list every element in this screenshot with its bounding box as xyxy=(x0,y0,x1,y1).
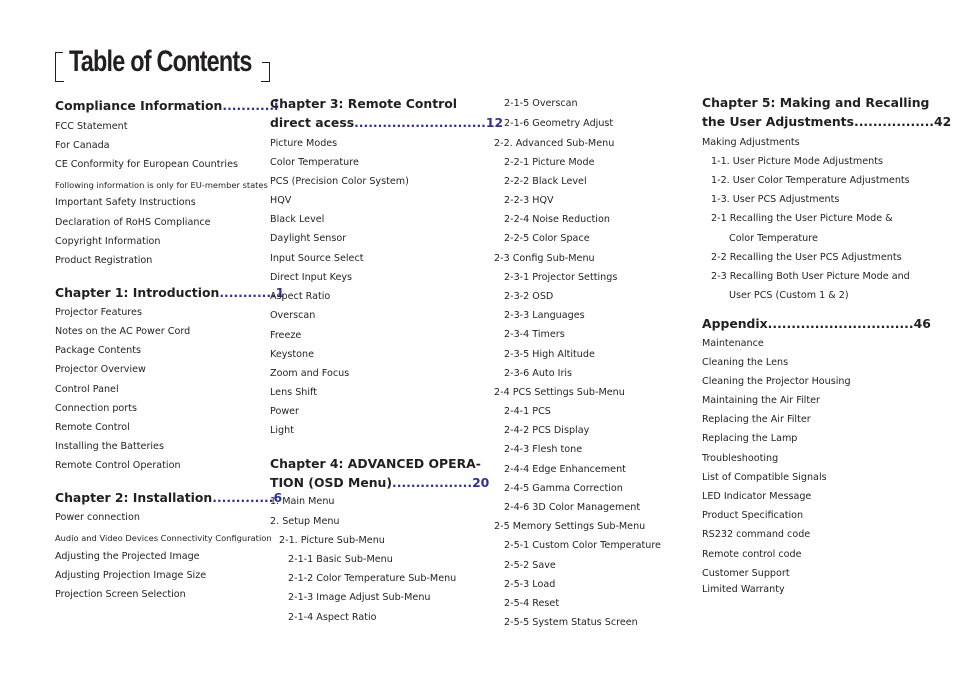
toc-item[interactable]: Cleaning the Lens xyxy=(702,357,789,368)
toc-item[interactable]: Color Temperature xyxy=(729,233,818,244)
toc-item[interactable]: Aspect Ratio xyxy=(270,291,331,302)
toc-item[interactable]: Lens Shift xyxy=(270,387,318,398)
toc-item[interactable]: List of Compatible Signals xyxy=(702,472,827,483)
page-title: Table of Contents xyxy=(69,45,252,78)
toc-item[interactable]: Copyright Information xyxy=(55,236,161,247)
toc-item[interactable]: Power connection xyxy=(55,512,140,523)
toc-heading-chapter-3[interactable]: Chapter 3: Remote Control direct acess............................12 xyxy=(270,96,504,130)
toc-item[interactable]: Freeze xyxy=(270,330,302,341)
toc-item[interactable]: Color Temperature xyxy=(270,157,359,168)
toc-item[interactable]: 1-3. User PCS Adjustments xyxy=(711,194,840,205)
toc-item[interactable]: 2-3-2 OSD xyxy=(504,291,554,302)
toc-item[interactable]: Remote Control Operation xyxy=(55,460,181,471)
toc-item[interactable]: 2-4-6 3D Color Management xyxy=(504,502,641,513)
toc-item[interactable]: Important Safety Instructions xyxy=(55,197,196,208)
toc-item[interactable]: 2-5-1 Custom Color Temperature xyxy=(504,540,661,551)
toc-item[interactable]: Customer Support xyxy=(702,568,790,579)
toc-item[interactable]: 2-4-2 PCS Display xyxy=(504,425,590,436)
toc-item[interactable]: Cleaning the Projector Housing xyxy=(702,376,851,387)
toc-item[interactable]: 2-3-3 Languages xyxy=(504,310,585,321)
toc-item[interactable]: User PCS (Custom 1 & 2) xyxy=(729,290,849,301)
toc-item[interactable]: 2-2-5 Color Space xyxy=(504,233,590,244)
toc-item[interactable]: 2-1 Recalling the User Picture Mode & xyxy=(711,213,893,224)
toc-item[interactable]: LED Indicator Message xyxy=(702,491,812,502)
toc-item[interactable]: 2-1. Picture Sub-Menu xyxy=(279,535,385,546)
toc-item[interactable]: 2-3-6 Auto Iris xyxy=(504,368,573,379)
toc-heading-chapter-2[interactable]: Chapter 2: Installation.............6 xyxy=(55,490,283,505)
toc-heading-appendix[interactable]: Appendix...............................46 xyxy=(702,316,931,331)
toc-item[interactable]: Product Registration xyxy=(55,255,153,266)
toc-item[interactable]: 2-4-3 Flesh tone xyxy=(504,444,583,455)
toc-item[interactable]: 2-5-4 Reset xyxy=(504,598,560,609)
toc-item[interactable]: 2-4-4 Edge Enhancement xyxy=(504,464,626,475)
toc-item[interactable]: Installing the Batteries xyxy=(55,441,164,452)
toc-item[interactable]: 2-5-5 System Status Screen xyxy=(504,617,638,628)
toc-item[interactable]: 2-5 Memory Settings Sub-Menu xyxy=(494,521,646,532)
toc-item[interactable]: 2-4-5 Gamma Correction xyxy=(504,483,623,494)
toc-item[interactable]: FCC Statement xyxy=(55,121,128,132)
toc-item[interactable]: Control Panel xyxy=(55,384,119,395)
toc-item[interactable]: Daylight Sensor xyxy=(270,233,347,244)
toc-item[interactable]: 2-2-2 Black Level xyxy=(504,176,587,187)
toc-item[interactable]: HQV xyxy=(270,195,292,206)
frame-left-bracket xyxy=(55,52,64,82)
toc-item[interactable]: 1-1. User Picture Mode Adjustments xyxy=(711,156,883,167)
toc-item[interactable]: Making Adjustments xyxy=(702,137,800,148)
toc-item[interactable]: Maintenance xyxy=(702,338,764,349)
toc-item[interactable]: 2-3 Config Sub-Menu xyxy=(494,253,595,264)
frame-right-bracket xyxy=(261,62,270,82)
toc-item[interactable]: Power xyxy=(270,406,300,417)
toc-item[interactable]: Input Source Select xyxy=(270,253,364,264)
toc-item[interactable]: Light xyxy=(270,425,294,436)
toc-item[interactable]: CE Conformity for European Countries xyxy=(55,159,238,170)
toc-item[interactable]: 2-4 PCS Settings Sub-Menu xyxy=(494,387,625,398)
page-title-frame xyxy=(55,44,270,82)
toc-item[interactable]: Audio and Video Devices Connectivity Configuration xyxy=(55,533,272,543)
toc-item[interactable]: 2-1-5 Overscan xyxy=(504,98,578,109)
toc-item[interactable]: Black Level xyxy=(270,214,325,225)
toc-item[interactable]: 2-3-4 Timers xyxy=(504,329,565,340)
toc-item[interactable]: Projector Overview xyxy=(55,364,146,375)
toc-item[interactable]: Replacing the Lamp xyxy=(702,433,798,444)
toc-item[interactable]: 2-2-3 HQV xyxy=(504,195,554,206)
toc-item[interactable]: Limited Warranty xyxy=(702,584,785,595)
toc-item[interactable]: Projection Screen Selection xyxy=(55,589,186,600)
toc-item[interactable]: Remote control code xyxy=(702,549,802,560)
toc-item[interactable]: Projector Features xyxy=(55,307,142,318)
toc-heading-compliance[interactable]: Compliance Information...........i xyxy=(55,98,279,113)
toc-item[interactable]: 1. Main Menu xyxy=(270,496,335,507)
toc-item[interactable]: 2-1-6 Geometry Adjust xyxy=(504,118,614,129)
toc-item[interactable]: Adjusting the Projected Image xyxy=(55,551,200,562)
toc-item[interactable]: 2-1-1 Basic Sub-Menu xyxy=(288,554,393,565)
toc-item[interactable]: 2-2. Advanced Sub-Menu xyxy=(494,138,615,149)
toc-item[interactable]: Notes on the AC Power Cord xyxy=(55,326,191,337)
toc-item[interactable]: 2-1-3 Image Adjust Sub-Menu xyxy=(288,592,431,603)
toc-item[interactable]: Package Contents xyxy=(55,345,141,356)
toc-heading-chapter-5[interactable]: Chapter 5: Making and Recalling the User Adjustments.................42 xyxy=(702,95,952,129)
toc-item[interactable]: Maintaining the Air Filter xyxy=(702,395,820,406)
toc-item[interactable]: 2-1-4 Aspect Ratio xyxy=(288,612,377,623)
toc-item[interactable]: 2-3-1 Projector Settings xyxy=(504,272,618,283)
toc-item[interactable]: 2-2-4 Noise Reduction xyxy=(504,214,610,225)
toc-item[interactable]: Following information is only for EU-member states xyxy=(55,180,268,190)
toc-item[interactable]: 2-5-2 Save xyxy=(504,560,556,571)
toc-item[interactable]: Overscan xyxy=(270,310,316,321)
toc-item[interactable]: 2-2-1 Picture Mode xyxy=(504,157,595,168)
toc-item[interactable]: Product Specification xyxy=(702,510,804,521)
toc-item[interactable]: 2-1-2 Color Temperature Sub-Menu xyxy=(288,573,457,584)
toc-item[interactable]: PCS (Precision Color System) xyxy=(270,176,409,187)
toc-item[interactable]: 2-2 Recalling the User PCS Adjustments xyxy=(711,252,902,263)
toc-item[interactable]: RS232 command code xyxy=(702,529,811,540)
toc-heading-chapter-1[interactable]: Chapter 1: Introduction............1 xyxy=(55,285,285,300)
toc-item[interactable]: For Canada xyxy=(55,140,110,151)
toc-item[interactable]: Connection ports xyxy=(55,403,137,414)
toc-item[interactable]: 2-3-5 High Altitude xyxy=(504,349,595,360)
toc-item[interactable]: Remote Control xyxy=(55,422,130,433)
toc-item[interactable]: Picture Modes xyxy=(270,138,338,149)
toc-heading-chapter-4[interactable]: Chapter 4: ADVANCED OPERA- TION (OSD Menu).................20 xyxy=(270,456,490,490)
toc-item[interactable]: Replacing the Air Filter xyxy=(702,414,811,425)
toc-item[interactable]: 2-5-3 Load xyxy=(504,579,556,590)
toc-item[interactable]: Zoom and Focus xyxy=(270,368,350,379)
toc-item[interactable]: Declaration of RoHS Compliance xyxy=(55,217,211,228)
toc-item[interactable]: Adjusting Projection Image Size xyxy=(55,570,207,581)
toc-item[interactable]: Troubleshooting xyxy=(702,453,779,464)
toc-item[interactable]: Direct Input Keys xyxy=(270,272,353,283)
toc-item[interactable]: 2. Setup Menu xyxy=(270,516,340,527)
toc-item[interactable]: 2-3 Recalling Both User Picture Mode and xyxy=(711,271,910,282)
toc-item[interactable]: Keystone xyxy=(270,349,315,360)
toc-item[interactable]: 1-2. User Color Temperature Adjustments xyxy=(711,175,910,186)
toc-item[interactable]: 2-4-1 PCS xyxy=(504,406,551,417)
